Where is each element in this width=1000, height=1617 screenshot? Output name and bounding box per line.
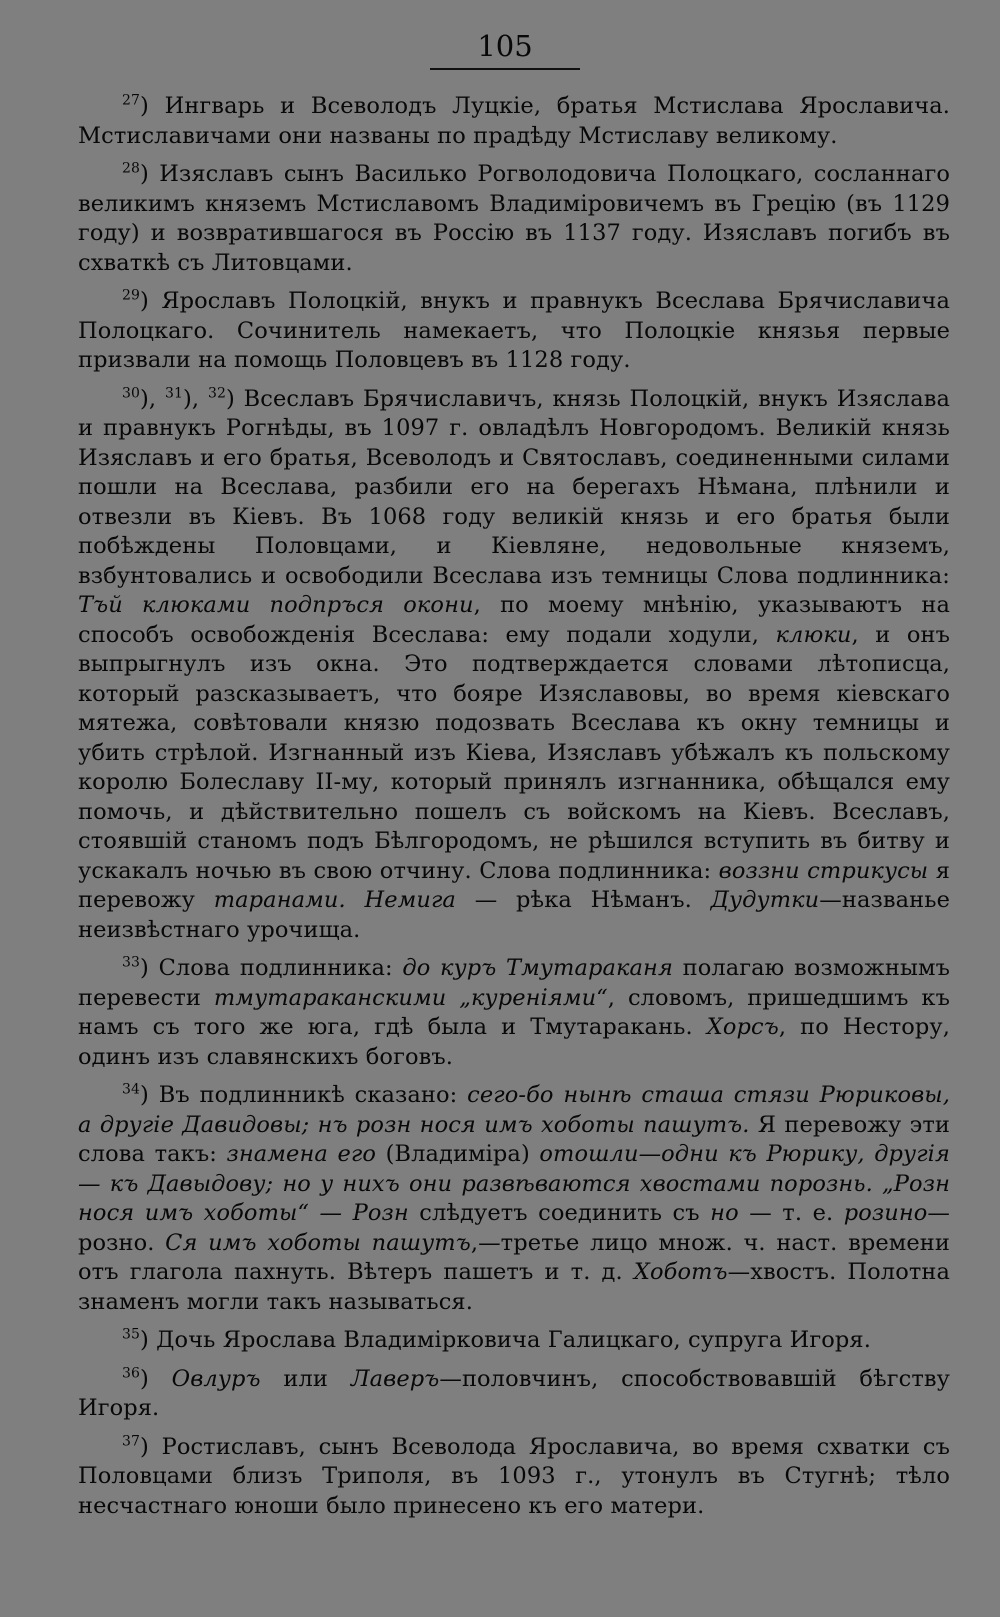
footnote-text: — рѣка Нѣманъ.	[455, 887, 711, 913]
footnote-marker: $^{29}$)	[122, 287, 162, 314]
quoted-phrase: Хоботъ	[633, 1259, 728, 1285]
footnote-text: полагаю возможнымъ перевести	[78, 955, 950, 1011]
footnote	[78, 1433, 950, 1522]
footnote-text: — т. е.	[738, 1200, 844, 1226]
footnote-number: 32	[207, 385, 226, 401]
footnote	[78, 954, 950, 1072]
quoted-phrase: Дудутки	[710, 887, 820, 913]
footnote-marker: $^{30}$), $^{31}$), $^{32}$)	[122, 385, 244, 412]
footnote	[78, 385, 950, 946]
footnote-marker: $^{36}$)	[122, 1365, 172, 1392]
quoted-phrase: тмутараканскими „куреніями“	[213, 984, 608, 1011]
footnote-text: , по моему мнѣнію, указываютъ на способъ освобожденія Всеслава: ему подали ходули,	[78, 592, 950, 648]
footnote-marker: $^{27}$)	[122, 92, 165, 119]
footnote-text: слѣдуетъ соединить съ	[408, 1200, 711, 1226]
footnote-text: или	[260, 1365, 351, 1392]
quoted-phrase: Лаверъ	[350, 1365, 440, 1392]
quoted-phrase: знамена его	[226, 1141, 376, 1167]
footnote-number: 35	[122, 1326, 141, 1343]
footnote-text: Ярославъ Полоцкій, внукъ и правнукъ Всеслава Брячиславича Полоцкаго. Сочинитель намекаетъ, что Полоцкіе князья первые призвали на помощь Половцевъ въ 1128 году.	[78, 288, 950, 373]
footnote-text: Всеславъ Брячиславичъ, князь Полоцкій, внукъ Изяслава и правнукъ Рогнѣды, въ 1097 г. овладѣлъ Новгородомъ. Великій князь Изяславъ и его братья, Всеволодъ и Святославъ, соединенными силами пошли на Всеслава, разбили его на берегахъ Нѣмана, плѣнили и отвезли въ Кіевъ. Въ 1068 году великій князь и его братья были побѣждены Половцами, и Кіевляне, недовольные княземъ, взбунтовались и освободили Всеслава изъ темницы Слова подлинника:	[78, 385, 950, 589]
footnote-marker: $^{28}$)	[122, 160, 160, 187]
quoted-phrase: Ся имъ хоботы пашутъ	[165, 1229, 471, 1256]
footnote-marker: $^{33}$)	[122, 954, 159, 981]
footnote-marker: $^{35}$)	[122, 1326, 157, 1353]
quoted-phrase: но	[710, 1200, 739, 1226]
quoted-phrase: Овлуръ	[171, 1365, 261, 1392]
footnote-number: 27	[122, 92, 141, 109]
page-number: 105	[430, 28, 580, 70]
footnote-text: Ингварь и Всеволодъ Луцкіе, братья Мстислава Ярославича. Мстиславичами они названы по прадѣду Мстиславу великому.	[78, 93, 951, 149]
footnote-number: 30	[122, 385, 141, 401]
footnote-text: —розно.	[78, 1200, 951, 1256]
quoted-phrase: Тъй клюками подпръся окони	[78, 592, 474, 618]
footnote	[78, 1326, 950, 1356]
quoted-phrase: Хорсъ	[706, 1014, 779, 1040]
footnote	[78, 1081, 950, 1317]
footnote-text: Ростиславъ, сынъ Всеволода Ярославича, во время схватки съ Половцами близъ Триполя, въ 1093 г., утонулъ въ Стугнѣ; тѣло несчастнаго юноши было принесено къ его матери.	[78, 1433, 950, 1519]
footnote-number: 31	[164, 385, 183, 401]
quoted-phrase: воззни стрикусы	[718, 857, 929, 884]
footnote-number: 34	[122, 1081, 141, 1098]
footnote-text: Я перевожу эти слова такъ:	[78, 1111, 950, 1167]
footnote-text: ,—третье лицо множ. ч. наст. времени отъ глагола пахнуть. Вѣтеръ пашетъ и т. д.	[78, 1229, 950, 1285]
footnote	[78, 1365, 950, 1424]
footnote	[78, 92, 950, 151]
footnote	[78, 160, 950, 278]
quoted-phrase: отошли—одни къ Рюрику, другія — къ Давыдову; но у нихъ они развѣваются хвостами порознь. „Розн нося имъ хоботы“ — Розн	[78, 1141, 950, 1226]
footnote-text: Дочь Ярослава Владимірковича Галицкаго, супруга Игоря.	[156, 1327, 871, 1353]
footnote-text: , по Нестору, одинъ изъ славянскихъ боговъ.	[78, 1014, 950, 1070]
footnote-text: (Владиміра)	[376, 1141, 540, 1167]
quoted-phrase: до куръ Тмутараканя	[402, 955, 673, 981]
footnote-number: 28	[122, 160, 141, 177]
footnote-number: 37	[122, 1433, 141, 1449]
footnote-text: —названье неизвѣстнаго урочища.	[78, 887, 950, 943]
footnote-text: Въ подлинникѣ сказано:	[158, 1082, 468, 1108]
footnote-number: 33	[122, 954, 141, 971]
quoted-phrase: таранами. Немига	[213, 887, 456, 913]
footnote-text: , словомъ, пришедшимъ къ намъ съ того же юга, гдѣ была и Тмутаракань.	[78, 984, 950, 1040]
footnote-marker: $^{34}$)	[122, 1081, 159, 1108]
quoted-phrase: розино	[843, 1200, 928, 1226]
footnote-text: я перевожу	[78, 857, 950, 913]
footnote-number: 29	[122, 287, 141, 304]
quoted-phrase: сего-бо нынѣ сташа стязи Рюриковы, а другіе Давидовы; нъ розн нося имъ хоботы пашутъ.	[78, 1082, 950, 1138]
footnote-marker: $^{37}$)	[122, 1433, 162, 1460]
footnote-text: Слова подлинника:	[158, 955, 403, 981]
footnote-text: —половчинъ, способствовавшій бѣгству Игоря.	[78, 1365, 950, 1421]
footnote	[78, 287, 950, 376]
footnote-number: 36	[122, 1365, 141, 1381]
footnotes-section	[78, 92, 950, 1530]
footnote-text: Изяславъ сынъ Василько Рогволодовича Полоцкаго, сосланнаго великимъ княземъ Мстиславомъ Владиміровичемъ въ Грецію (въ 1129 году) и возвратившагося въ Россію въ 1137 году. Изяславъ погибъ въ схваткѣ съ Литовцами.	[78, 161, 950, 276]
footnote-text: , и онъ выпрыгнулъ изъ окна. Это подтверждается словами лѣтописца, который разсказываетъ, что бояре Изяславовы, во время кіевскаго мятежа, совѣтовали князю подозвать Всеслава къ окну темницы и убить стрѣлой. Изгнанный изъ Кіева, Изяславъ убѣжалъ къ польскому королю Болеславу II-му, который принялъ изгнанника, обѣщался ему помочь, и дѣйствительно пошелъ съ войскомъ на Кіевъ. Всеславъ, стоявшій станомъ подъ Бѣлгородомъ, не рѣшился вступить въ битву и ускакалъ ночью въ свою отчину. Слова подлинника:	[78, 621, 950, 884]
quoted-phrase: клюки	[775, 621, 852, 648]
footnote-text: —хвостъ. Полотна знаменъ могли такъ называться.	[78, 1259, 950, 1315]
